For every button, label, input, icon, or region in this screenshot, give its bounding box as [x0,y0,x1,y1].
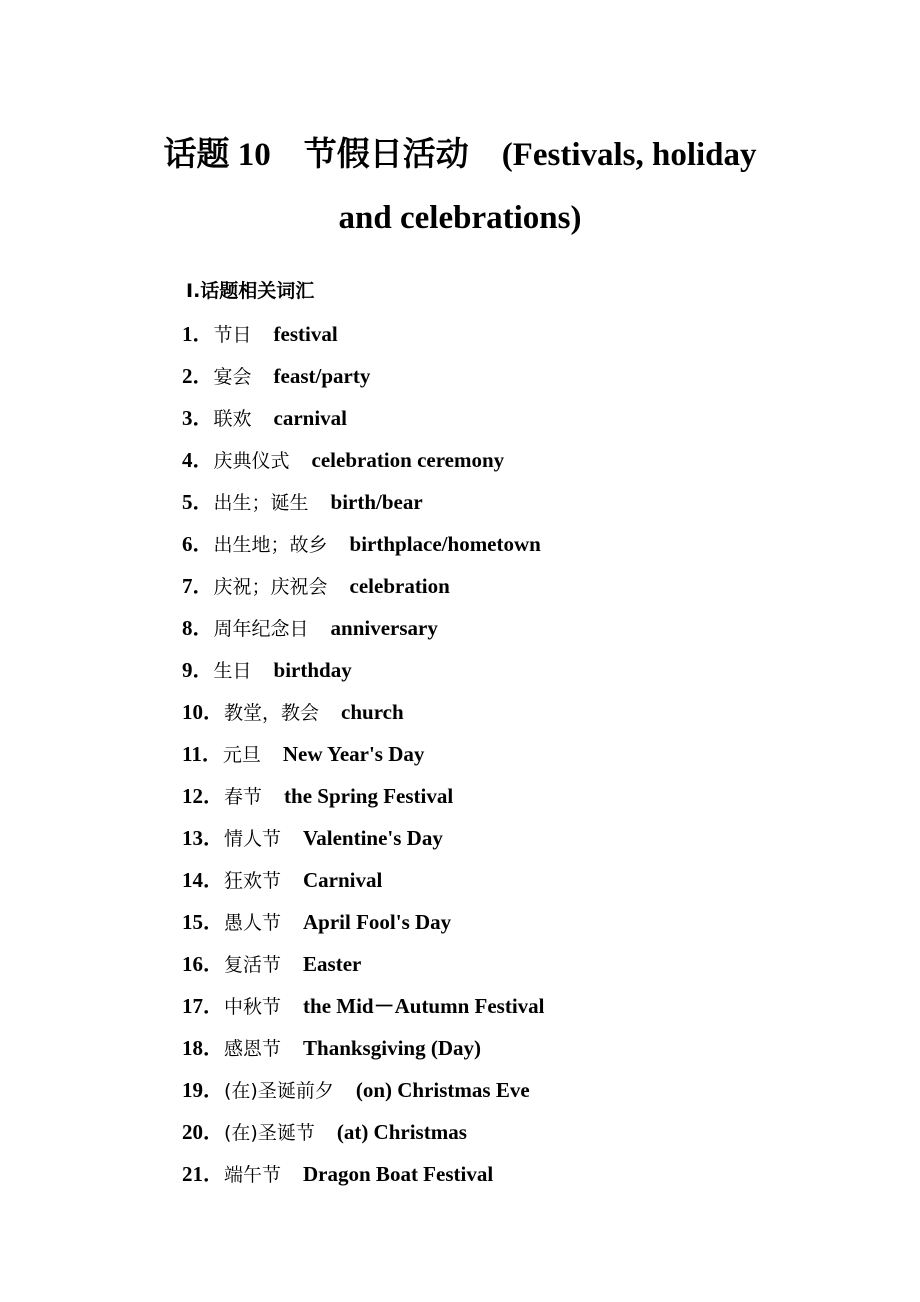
item-number: 17． [182,994,224,1018]
chinese-term: 节日 [213,324,252,346]
item-number: 11． [182,742,223,766]
chinese-term: 联欢 [213,408,252,430]
english-term: festival [273,322,338,346]
english-term: celebration [349,574,450,598]
vocabulary-item [182,908,545,950]
chinese-term: 端午节 [224,1164,282,1186]
english-term: Valentine's Day [303,826,443,850]
vocabulary-item [182,362,545,404]
item-number: 19． [182,1078,224,1102]
vocabulary-item [182,782,545,824]
english-term: birthplace/hometown [349,532,541,556]
item-number: 21． [182,1162,224,1186]
english-term: feast/party [273,364,371,388]
item-number: 1． [182,322,214,346]
chinese-term: 复活节 [224,954,282,976]
english-term: carnival [273,406,348,430]
chinese-term: 感恩节 [224,1038,282,1060]
item-number: 15． [182,910,224,934]
english-term: April Fool's Day [303,910,452,934]
chinese-term: 生日 [213,660,252,682]
chinese-term: 教堂，教会 [224,702,320,724]
english-term: Easter [303,952,362,976]
english-term: Thanksgiving (Day) [303,1036,481,1060]
vocabulary-item [182,446,545,488]
item-number: 3． [182,406,214,430]
chinese-term: (在)圣诞前夕 [224,1080,334,1102]
item-number: 16． [182,952,224,976]
chinese-term: 愚人节 [224,912,282,934]
english-term: anniversary [330,616,438,640]
vocabulary-item [182,656,545,698]
vocabulary-item [182,1034,545,1076]
vocabulary-item [182,488,545,530]
item-number: 4． [182,448,214,472]
english-term: New Year's Day [282,742,425,766]
item-number: 5． [182,490,214,514]
item-number: 7． [182,574,214,598]
chinese-term: 情人节 [224,828,282,850]
item-number: 6． [182,532,214,556]
chinese-term: 出生；诞生 [213,492,309,514]
vocabulary-item [182,1076,545,1118]
vocabulary-item [182,1160,545,1202]
chinese-term: 庆祝；庆祝会 [213,576,328,598]
english-term: Carnival [303,868,383,892]
vocabulary-item [182,320,545,362]
english-term: (at) Christmas [336,1120,467,1144]
chinese-term: 狂欢节 [224,870,282,892]
english-term: (on) Christmas Eve [355,1078,530,1102]
page-title-line-2: and celebrations) [338,200,582,236]
item-number: 14． [182,868,224,892]
item-number: 18． [182,1036,224,1060]
vocabulary-item [182,614,545,656]
page-title-line-1: 话题 10 节假日活动 (Festivals, holiday [163,137,757,173]
chinese-term: 庆典仪式 [213,450,290,472]
item-number: 2． [182,364,214,388]
vocabulary-item [182,866,545,908]
english-term: church [341,700,404,724]
chinese-term: 出生地；故乡 [213,534,328,556]
english-term: celebration ceremony [311,448,505,472]
vocabulary-item [182,992,545,1034]
english-term: Dragon Boat Festival [303,1162,494,1186]
vocabulary-item [182,530,545,572]
chinese-term: 中秋节 [224,996,282,1018]
english-term: birth/bear [330,490,423,514]
vocabulary-list [182,320,545,1202]
vocabulary-item [182,404,545,446]
item-number: 8． [182,616,214,640]
vocabulary-item [182,824,545,866]
vocabulary-item [182,740,545,782]
item-number: 20． [182,1120,224,1144]
vocabulary-item [182,1118,545,1160]
vocabulary-item [182,950,545,992]
item-number: 13． [182,826,224,850]
item-number: 9． [182,658,214,682]
chinese-term: (在)圣诞节 [224,1122,315,1144]
english-term: the Mid－Autumn Festival [303,994,545,1018]
chinese-term: 元旦 [222,744,261,766]
chinese-term: 宴会 [213,366,252,388]
item-number: 12． [182,784,224,808]
chinese-term: 周年纪念日 [213,618,309,640]
vocabulary-item [182,698,545,740]
item-number: 10． [182,700,224,724]
english-term: the Spring Festival [284,784,454,808]
section-heading: Ⅰ.话题相关词汇 [186,280,315,302]
english-term: birthday [273,658,352,682]
vocabulary-item [182,572,545,614]
chinese-term: 春节 [224,786,263,808]
